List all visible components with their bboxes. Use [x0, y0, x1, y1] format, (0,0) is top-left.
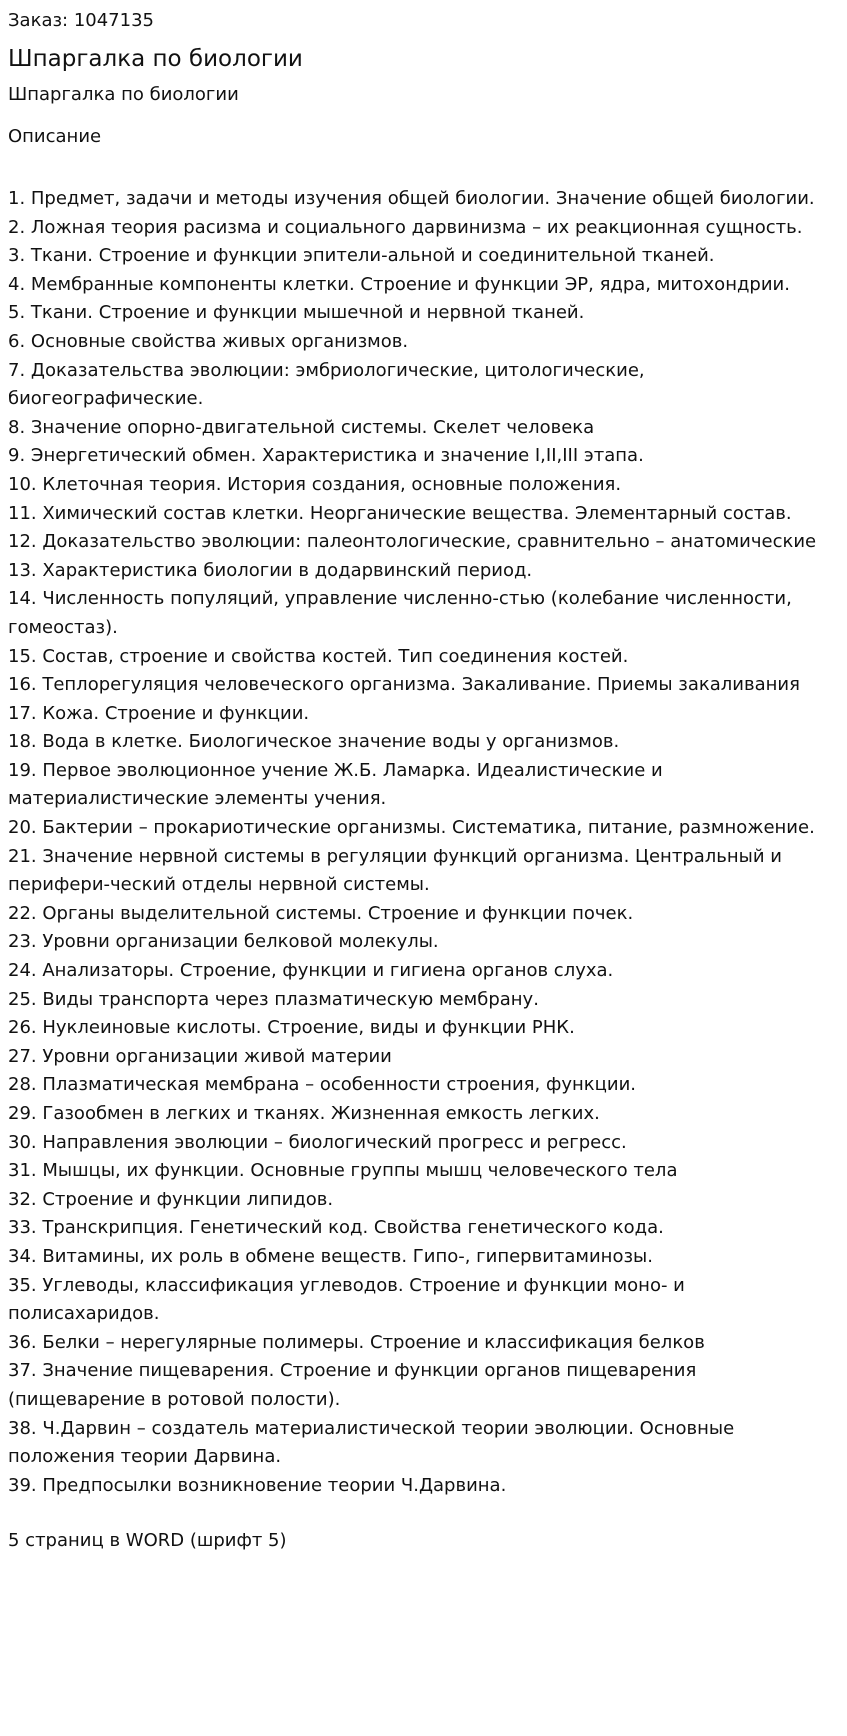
document-page [8, 8, 839, 1554]
list-item: 17. Кожа. Строение и функции. [8, 702, 310, 724]
list-item: 4. Мембранные компоненты клетки. Строение и функции ЭР, ядра, митохондрии. [8, 273, 790, 295]
list-item: 12. Доказательство эволюции: палеонтологические, сравнительно – анатомические [8, 531, 817, 553]
list-item: 26. Нуклеиновые кислоты. Строение, виды и функции РНК. [8, 1017, 575, 1039]
list-item: 16. Теплорегуляция человеческого организма. Закаливание. Приемы закаливания [8, 674, 800, 696]
list-item: 5. Ткани. Строение и функции мышечной и нервной тканей. [8, 302, 585, 324]
list-item: 18. Вода в клетке. Биологическое значение воды у организмов. [8, 731, 620, 753]
list-item: 20. Бактерии – прокариотические организмы. Систематика, питание, размножение. [8, 817, 815, 839]
list-item: 35. Углеводы, классификация углеводов. Строение и функции моно- и полисахаридов. [8, 1274, 685, 1325]
list-item: 23. Уровни организации белковой молекулы. [8, 931, 439, 953]
list-item: 19. Первое эволюционное учение Ж.Б. Ламарка. Идеалистические и материалистические элементы учения. [8, 759, 663, 810]
list-item: 36. Белки – нерегулярные полимеры. Строение и классификация белков [8, 1331, 705, 1353]
order-number: Заказ: 1047135 [8, 10, 154, 31]
list-item: 29. Газообмен в легких и тканях. Жизненная емкость легких. [8, 1103, 600, 1124]
list-item: 28. Плазматическая мембрана – особенности строения, функции. [8, 1074, 637, 1096]
list-item: 31. Мышцы, их функции. Основные группы мышц человеческого тела [8, 1160, 678, 1182]
list-item: 14. Численность популяций, управление численно-стью (колебание численности, гомеостаз). [8, 588, 792, 638]
list-item: 32. Строение и функции липидов. [8, 1188, 334, 1210]
list-item: 21. Значение нервной системы в регуляции функций организма. Центральный и перифери-ческий отделы нервной системы. [8, 845, 782, 896]
list-item: 39. Предпосылки возникновение теории Ч.Дарвина. [8, 1474, 507, 1496]
page-count-note: 5 страниц в WORD (шрифт 5) [8, 1530, 287, 1552]
list-item: 30. Направления эволюции – биологический прогресс и регресс. [8, 1131, 627, 1153]
list-item: 8. Значение опорно-двигательной системы. Скелет человека [8, 416, 595, 438]
list-item: 34. Витамины, их роль в обмене веществ. Гипо-, гипервитаминозы. [8, 1245, 653, 1267]
list-item: 37. Значение пищеварения. Строение и функции органов пищеварения (пищеварение в ротовой полости). [8, 1360, 697, 1410]
list-item: 22. Органы выделительной системы. Строение и функции почек. [8, 902, 634, 924]
list-item: 38. Ч.Дарвин – создатель материалистической теории эволюции. Основные положения теории Дарвина. [8, 1417, 735, 1468]
list-item: 6. Основные свойства живых организмов. [8, 330, 409, 352]
list-item: 24. Анализаторы. Строение, функции и гигиена органов слуха. [8, 960, 614, 982]
description-label: Описание [8, 126, 102, 147]
list-item: 25. Виды транспорта через плазматическую мембрану. [8, 988, 539, 1010]
page-title: Шпаргалка по биологии [8, 46, 303, 72]
list-item: 3. Ткани. Строение и функции эпители-альной и соединительной тканей. [8, 245, 715, 267]
list-item: 33. Транскрипция. Генетический код. Свойства генетического кода. [8, 1217, 664, 1239]
list-item: 13. Характеристика биологии в додарвинский период. [8, 559, 533, 581]
list-item: 9. Энергетический обмен. Характеристика и значение I,II,III этапа. [8, 445, 644, 467]
list-item: 2. Ложная теория расизма и социального дарвинизма – их реакционная сущность. [8, 216, 803, 238]
list-item: 7. Доказательства эволюции: эмбриологические, цитологические, биогеографические. [8, 359, 645, 410]
list-item: 15. Состав, строение и свойства костей. Тип соединения костей. [8, 645, 629, 667]
page-subtitle: Шпаргалка по биологии [8, 84, 239, 105]
list-item: 10. Клеточная теория. История создания, основные положения. [8, 473, 622, 495]
list-item: 27. Уровни организации живой материи [8, 1045, 392, 1067]
list-item: 1. Предмет, задачи и методы изучения общей биологии. Значение общей биологии. [8, 188, 815, 209]
list-item: 11. Химический состав клетки. Неорганические вещества. Элементарный состав. [8, 502, 792, 524]
topic-list [8, 185, 839, 1500]
